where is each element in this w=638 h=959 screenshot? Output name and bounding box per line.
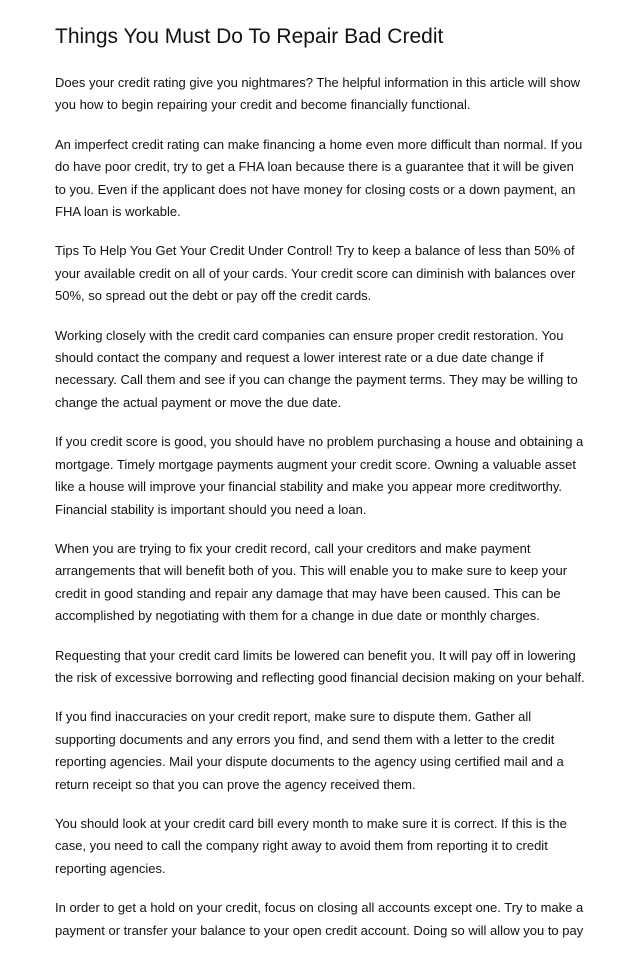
paragraph-8: If you find inaccuracies on your credit report, make sure to dispute them. Gather all supporting documents and any errors you find, and send them with a letter to the credit reporting agencies. Mail your dispute documents to the agency using certified mail and a return receipt so that you can prove the agency received them.	[55, 709, 564, 792]
paragraph-4: Working closely with the credit card companies can ensure proper credit restoration. You should contact the company and request a lower interest rate or a due date change if necessary. Call them and see if you can change the payment terms. They may be willing to change the actual payment or move the due date.	[55, 327, 578, 410]
document-page	[55, 24, 587, 959]
paragraph-9: You should look at your credit card bill every month to make sure it is correct. If this is the case, you need to call the company right away to avoid them from reporting it to credit reporting agencies.	[55, 815, 567, 876]
paragraph-7: Requesting that your credit card limits be lowered can benefit you. It will pay off in lowering the risk of excessive borrowing and reflecting good financial decision making on your behalf.	[55, 647, 585, 685]
page-title: Things You Must Do To Repair Bad Credit	[55, 25, 444, 48]
paragraph-2: An imperfect credit rating can make financing a home even more difficult than normal. If you do have poor credit, try to get a FHA loan because there is a guarantee that it will be given to you. Even if the applicant does not have money for closing costs or a down payment, an FHA loan is workable.	[55, 136, 583, 220]
paragraph-5: If you credit score is good, you should have no problem purchasing a house and obtaining a mortgage. Timely mortgage payments augment your credit score. Owning a valuable asset like a house will improve your financial stability and make you appear more creditworthy. Financial stability is important should you need a loan.	[55, 434, 584, 517]
paragraph-10: In order to get a hold on your credit, focus on closing all accounts except one. Try to make a payment or transfer your balance to your open credit account. Doing so will allow you to pay	[55, 900, 584, 938]
paragraph-1: Does your credit rating give you nightmares? The helpful information in this article will show you how to begin repairing your credit and become financially functional.	[55, 75, 581, 113]
paragraph-3: Tips To Help You Get Your Credit Under Control! Try to keep a balance of less than 50% of your available credit on all of your cards. Your credit score can diminish with balances over 50%, so spread out the debt or pay off the credit cards.	[55, 243, 576, 304]
paragraph-6: When you are trying to fix your credit record, call your creditors and make payment arrangements that will benefit both of you. This will enable you to make sure to keep your credit in good standing and repair any damage that may have been caused. This can be accomplished by negotiating with them for a change in due date or monthly charges.	[55, 540, 568, 624]
